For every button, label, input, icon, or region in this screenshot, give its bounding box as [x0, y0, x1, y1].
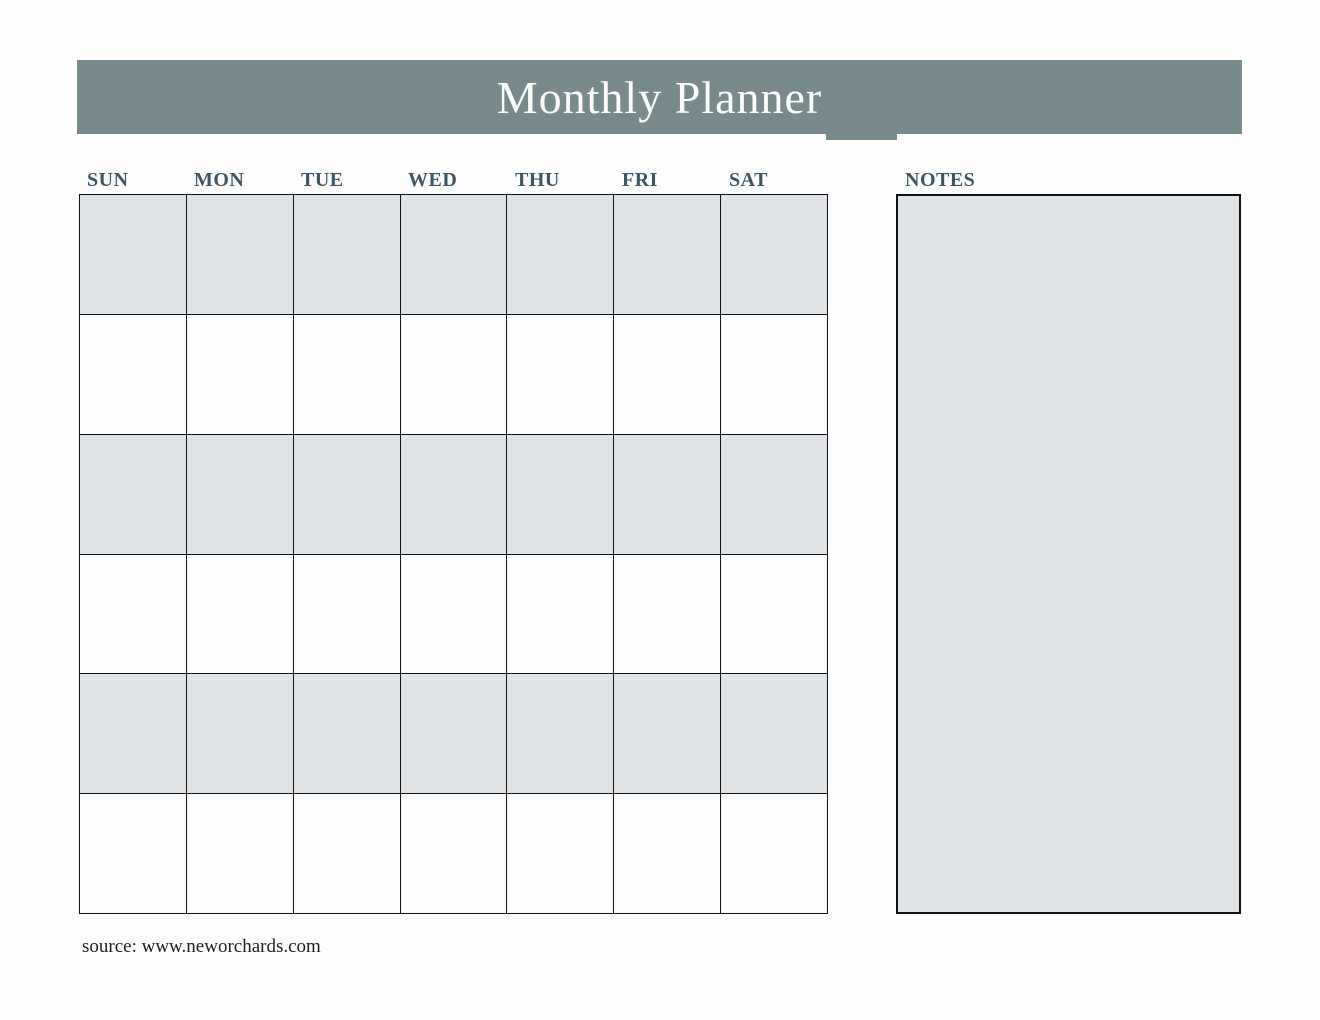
calendar-cell [80, 315, 187, 435]
calendar-cell [401, 315, 508, 435]
calendar-cell [507, 555, 614, 675]
calendar-cell [80, 794, 187, 914]
calendar-cell [507, 195, 614, 315]
calendar-cell [614, 794, 721, 914]
calendar-cell [721, 435, 828, 555]
calendar-cell [294, 555, 401, 675]
notes-label: NOTES [905, 169, 976, 191]
calendar-cell [294, 315, 401, 435]
calendar-cell [614, 435, 721, 555]
page-title: Monthly Planner [496, 71, 823, 123]
calendar-cell [614, 555, 721, 675]
calendar-cell [507, 674, 614, 794]
calendar-cell [507, 435, 614, 555]
notes-box [896, 194, 1241, 914]
calendar-cell [294, 794, 401, 914]
calendar-cell [401, 794, 508, 914]
calendar-cell [401, 435, 508, 555]
header-banner [77, 60, 1242, 134]
calendar-cell [80, 435, 187, 555]
calendar-cell [507, 315, 614, 435]
calendar-cell [187, 435, 294, 555]
source-attribution: source: www.neworchards.com [82, 936, 321, 957]
calendar-cell [401, 195, 508, 315]
calendar-cell [721, 555, 828, 675]
calendar-cell [614, 674, 721, 794]
calendar-cell [294, 435, 401, 555]
calendar-cell [187, 555, 294, 675]
calendar-cell [721, 195, 828, 315]
weekday-label-mon: MON [194, 169, 245, 191]
calendar-cell [80, 555, 187, 675]
calendar-cell [721, 315, 828, 435]
weekday-label-sun: SUN [87, 169, 129, 191]
calendar-cell [187, 674, 294, 794]
calendar-grid [79, 194, 828, 914]
weekday-label-fri: FRI [622, 169, 658, 191]
calendar-cell [401, 674, 508, 794]
header-tab-notch [826, 133, 897, 140]
calendar-cell [721, 794, 828, 914]
calendar-cell [507, 794, 614, 914]
calendar-cell [80, 195, 187, 315]
calendar-cell [294, 195, 401, 315]
weekday-label-sat: SAT [729, 169, 768, 191]
calendar-cell [80, 674, 187, 794]
calendar-cell [721, 674, 828, 794]
calendar-cell [187, 195, 294, 315]
calendar-cell [401, 555, 508, 675]
weekday-label-wed: WED [408, 169, 458, 191]
calendar-cell [187, 794, 294, 914]
calendar-cell [294, 674, 401, 794]
calendar-cell [614, 195, 721, 315]
weekday-label-tue: TUE [301, 169, 344, 191]
weekday-label-thu: THU [515, 169, 560, 191]
weekday-header-row [79, 168, 828, 192]
calendar-cell [614, 315, 721, 435]
calendar-cell [187, 315, 294, 435]
